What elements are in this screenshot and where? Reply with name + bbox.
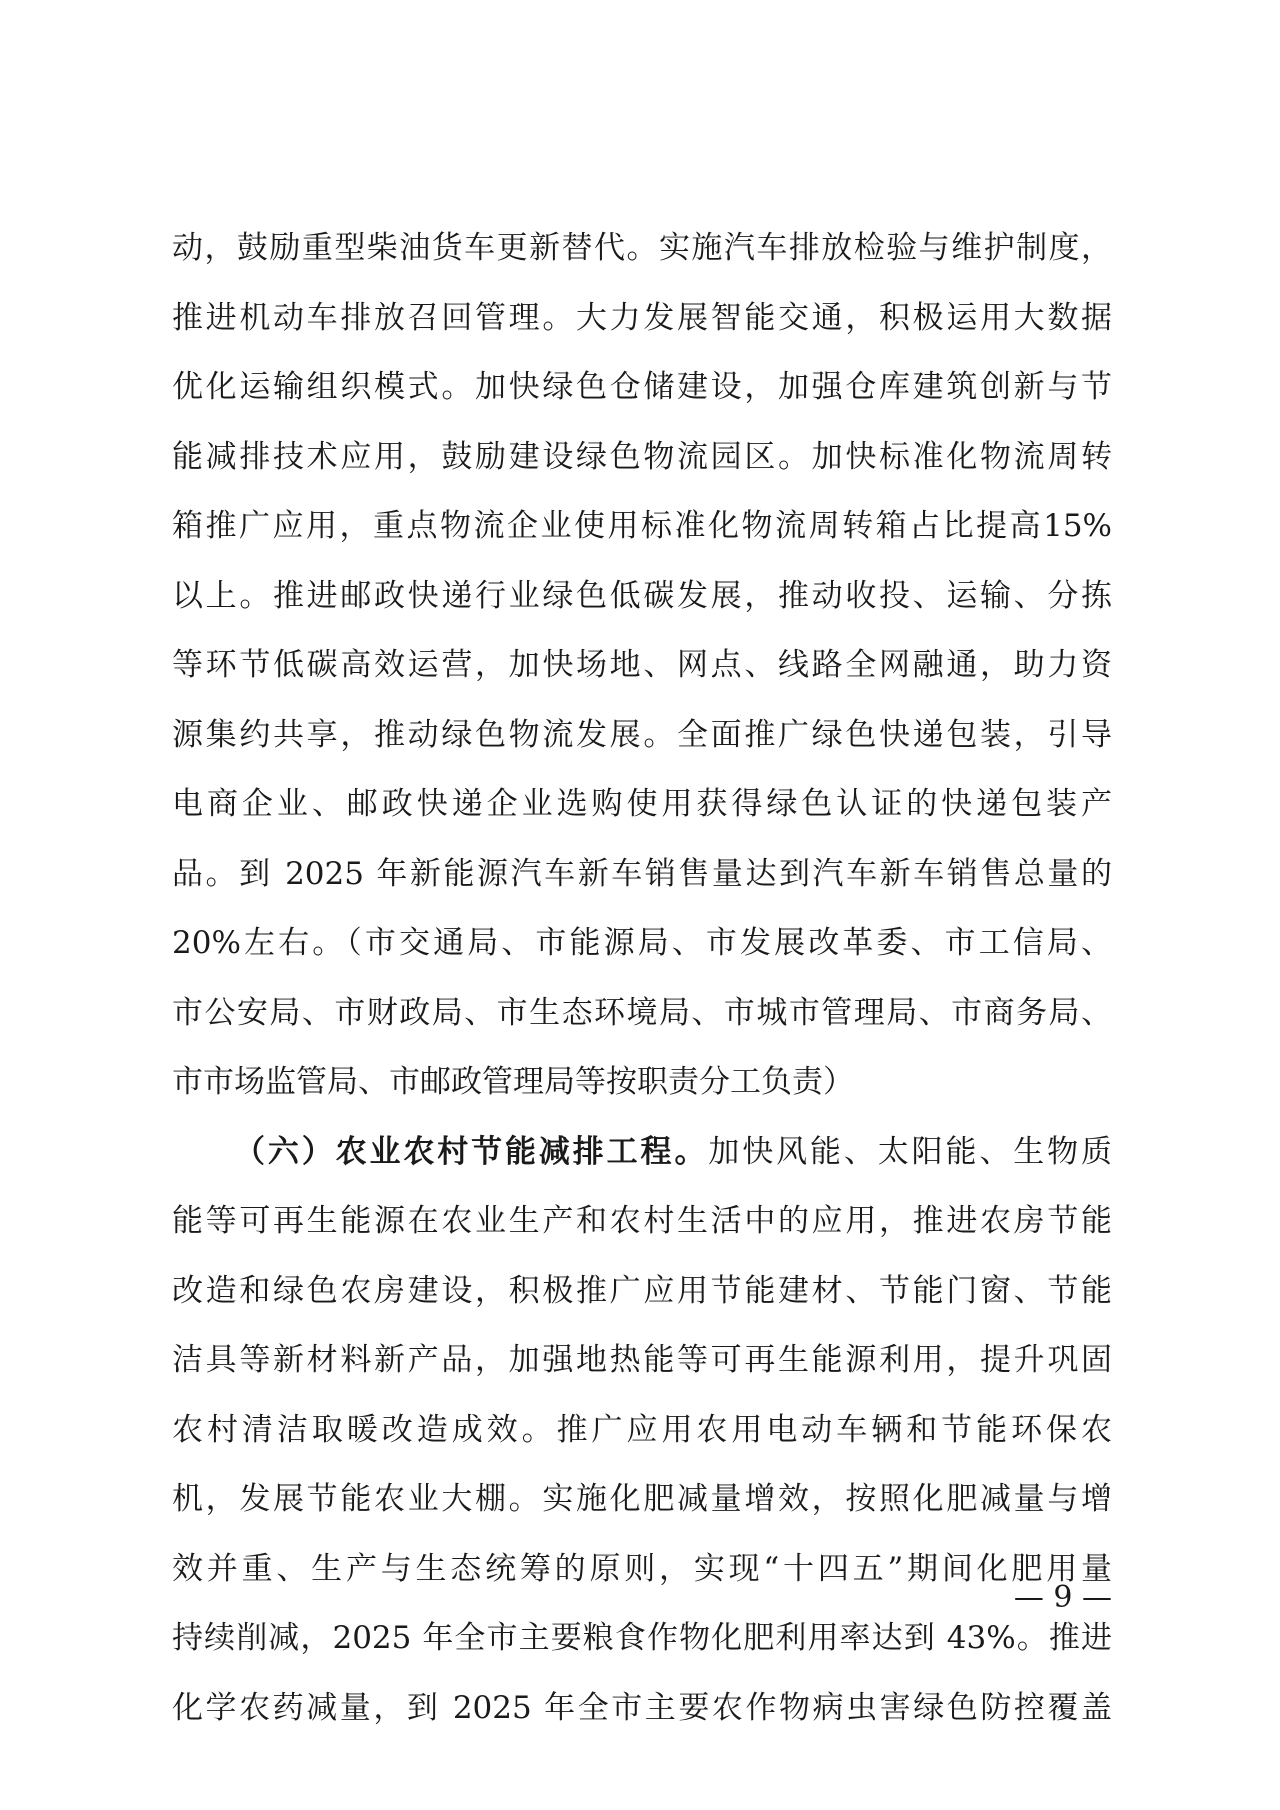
text-line: 能减排技术应用，鼓励建设绿色物流园区。加快标准化物流周转 [172,438,1112,475]
text-line: 能等可再生能源在农业生产和农村生活中的应用，推进农房节能 [172,1203,1112,1239]
text-line: 持续削减，2025 年全市主要粮食作物化肥利用率达到 43%。推进 [172,1620,1112,1656]
text-line: 推进机动车排放召回管理。大力发展智能交通，积极运用大数据 [172,299,1112,336]
section-heading: （六）农业农村节能减排工程。 [234,1133,709,1170]
text-line: 农村清洁取暖改造成效。推广应用农用电动车辆和节能环保农 [172,1411,1112,1448]
text-line: 电商企业、邮政快递企业选购使用获得绿色认证的快递包装产 [172,786,1112,822]
text-line: 机，发展节能农业大棚。实施化肥减量增效，按照化肥减量与增 [172,1481,1112,1517]
text-line: 20%左右。（市交通局、市能源局、市发展改革委、市工信局、 [172,925,1112,961]
paragraph-agriculture [172,1118,1112,1744]
text-line: 市公安局、市财政局、市生态环境局、市城市管理局、市商务局、 [172,994,1112,1031]
text-line: 效并重、生产与生态统筹的原则，实现“十四五”期间化肥用量 [172,1550,1112,1587]
text-line: 以上。推进邮政快递行业绿色低碳发展，推动收投、运输、分拣 [172,577,1112,614]
text-line-with-heading [172,1118,1112,1188]
text-line: 优化运输组织模式。加快绿色仓储建设，加强仓库建筑创新与节 [172,369,1112,405]
text-line: 动，鼓励重型柴油货车更新替代。实施汽车排放检验与维护制度， [172,230,1112,266]
text-line: 箱推广应用，重点物流企业使用标准化物流周转箱占比提高15% [172,508,1112,544]
text-line: 洁具等新材料新产品，加强地热能等可再生能源利用，提升巩固 [172,1342,1112,1378]
text-line: 改造和绿色农房建设，积极推广应用节能建材、节能门窗、节能 [172,1272,1112,1309]
body-text [172,214,1112,1743]
text-line: 等环节低碳高效运营，加快场地、网点、线路全网融通，助力资 [172,647,1112,683]
page-number: — 9 — [1013,1580,1112,1615]
paragraph-transport [172,214,1112,1118]
text-line: 源集约共享，推动绿色物流发展。全面推广绿色快递包装，引导 [172,716,1112,753]
text-line: 化学农药减量，到 2025 年全市主要农作物病虫害绿色防控覆盖 [172,1689,1112,1726]
text-line: 品。到 2025 年新能源汽车新车销售量达到汽车新车销售总量的 [172,855,1112,892]
text-run: 加快风能、太阳能、生物质 [708,1133,1113,1170]
text-line: 市市场监管局、市邮政管理局等按职责分工负责） [172,1064,854,1100]
